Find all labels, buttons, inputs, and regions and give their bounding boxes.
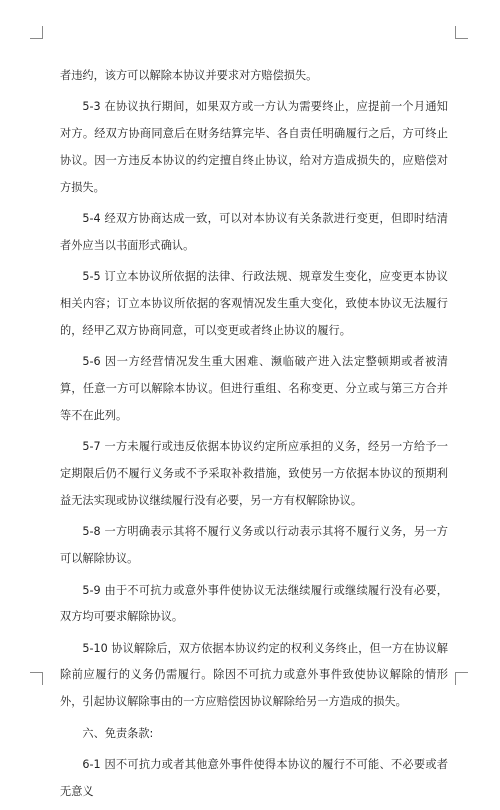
- clause-5-9: 5-9 由于不可抗力或意外事件使协议无法继续履行或继续履行没有必要，双方均可要求解除协议。: [60, 583, 448, 624]
- clause-5-5: 5-5 订立本协议所依据的法律、行政法规、规章发生变化，应变更本协议相关内容；订立本协议所依据的客观情况发生重大变化，致使本协议无法履行的，经甲乙双方协商同意，可以变更或者终止协议的履行。: [60, 270, 448, 337]
- document-body: [60, 63, 448, 810]
- clause-5-8: 5-8 一方明确表示其将不履行义务或以行动表示其将不履行义务，另一方可以解除协议。: [60, 525, 448, 566]
- clause-5-6: 5-6 因一方经营情况发生重大困难、濒临破产进入法定整顿期或者被清算，任意一方可以解除本协议。但进行重组、名称变更、分立或与第三方合并等不在此列。: [60, 355, 448, 422]
- section-heading-exemption: 六、免责条款:: [82, 726, 154, 740]
- crop-mark-bottom-left: [30, 672, 43, 685]
- clause-5-3: 5-3 在协议执行期间，如果双方或一方认为需要终止，应提前一个月通知对方。经双方协商同意后在财务结算完毕、各自责任明确履行之后，方可终止协议。因一方违反本协议的约定擅自终止协议，给对方造成损失的，应赔偿对方损失。: [60, 100, 448, 194]
- clause-5-4: 5-4 经双方协商达成一致，可以对本协议有关条款进行变更，但即时结清者外应当以书面形式确认。: [60, 212, 448, 252]
- clause-5-7: 5-7 一方未履行或违反依据本协议约定所应承担的义务，经另一方给予一定期限后仍不履行义务或不予采取补救措施，致使另一方依据本协议的预期利益无法实现或协议继续履行没有必要，另一方有权解除协议。: [60, 440, 448, 507]
- crop-mark-bottom-right: [455, 672, 468, 685]
- crop-mark-top-left: [30, 26, 43, 39]
- crop-mark-top-right: [455, 26, 468, 39]
- clause-5-10: 5-10 协议解除后，双方依据本协议约定的权利义务终止，但一方在协议解除前应履行的义务仍需履行。除因不可抗力或意外事件致使协议解除的情形外，引起协议解除事由的一方应赔偿因协议解除给另一方造成的损失。: [60, 641, 448, 709]
- paragraph-continuation: 者违约，该方可以解除本协议并要求对方赔偿损失。: [60, 69, 318, 82]
- clause-6-1: 6-1 因不可抗力或者其他意外事件使得本协议的履行不可能、不必要或者无意义: [60, 758, 448, 798]
